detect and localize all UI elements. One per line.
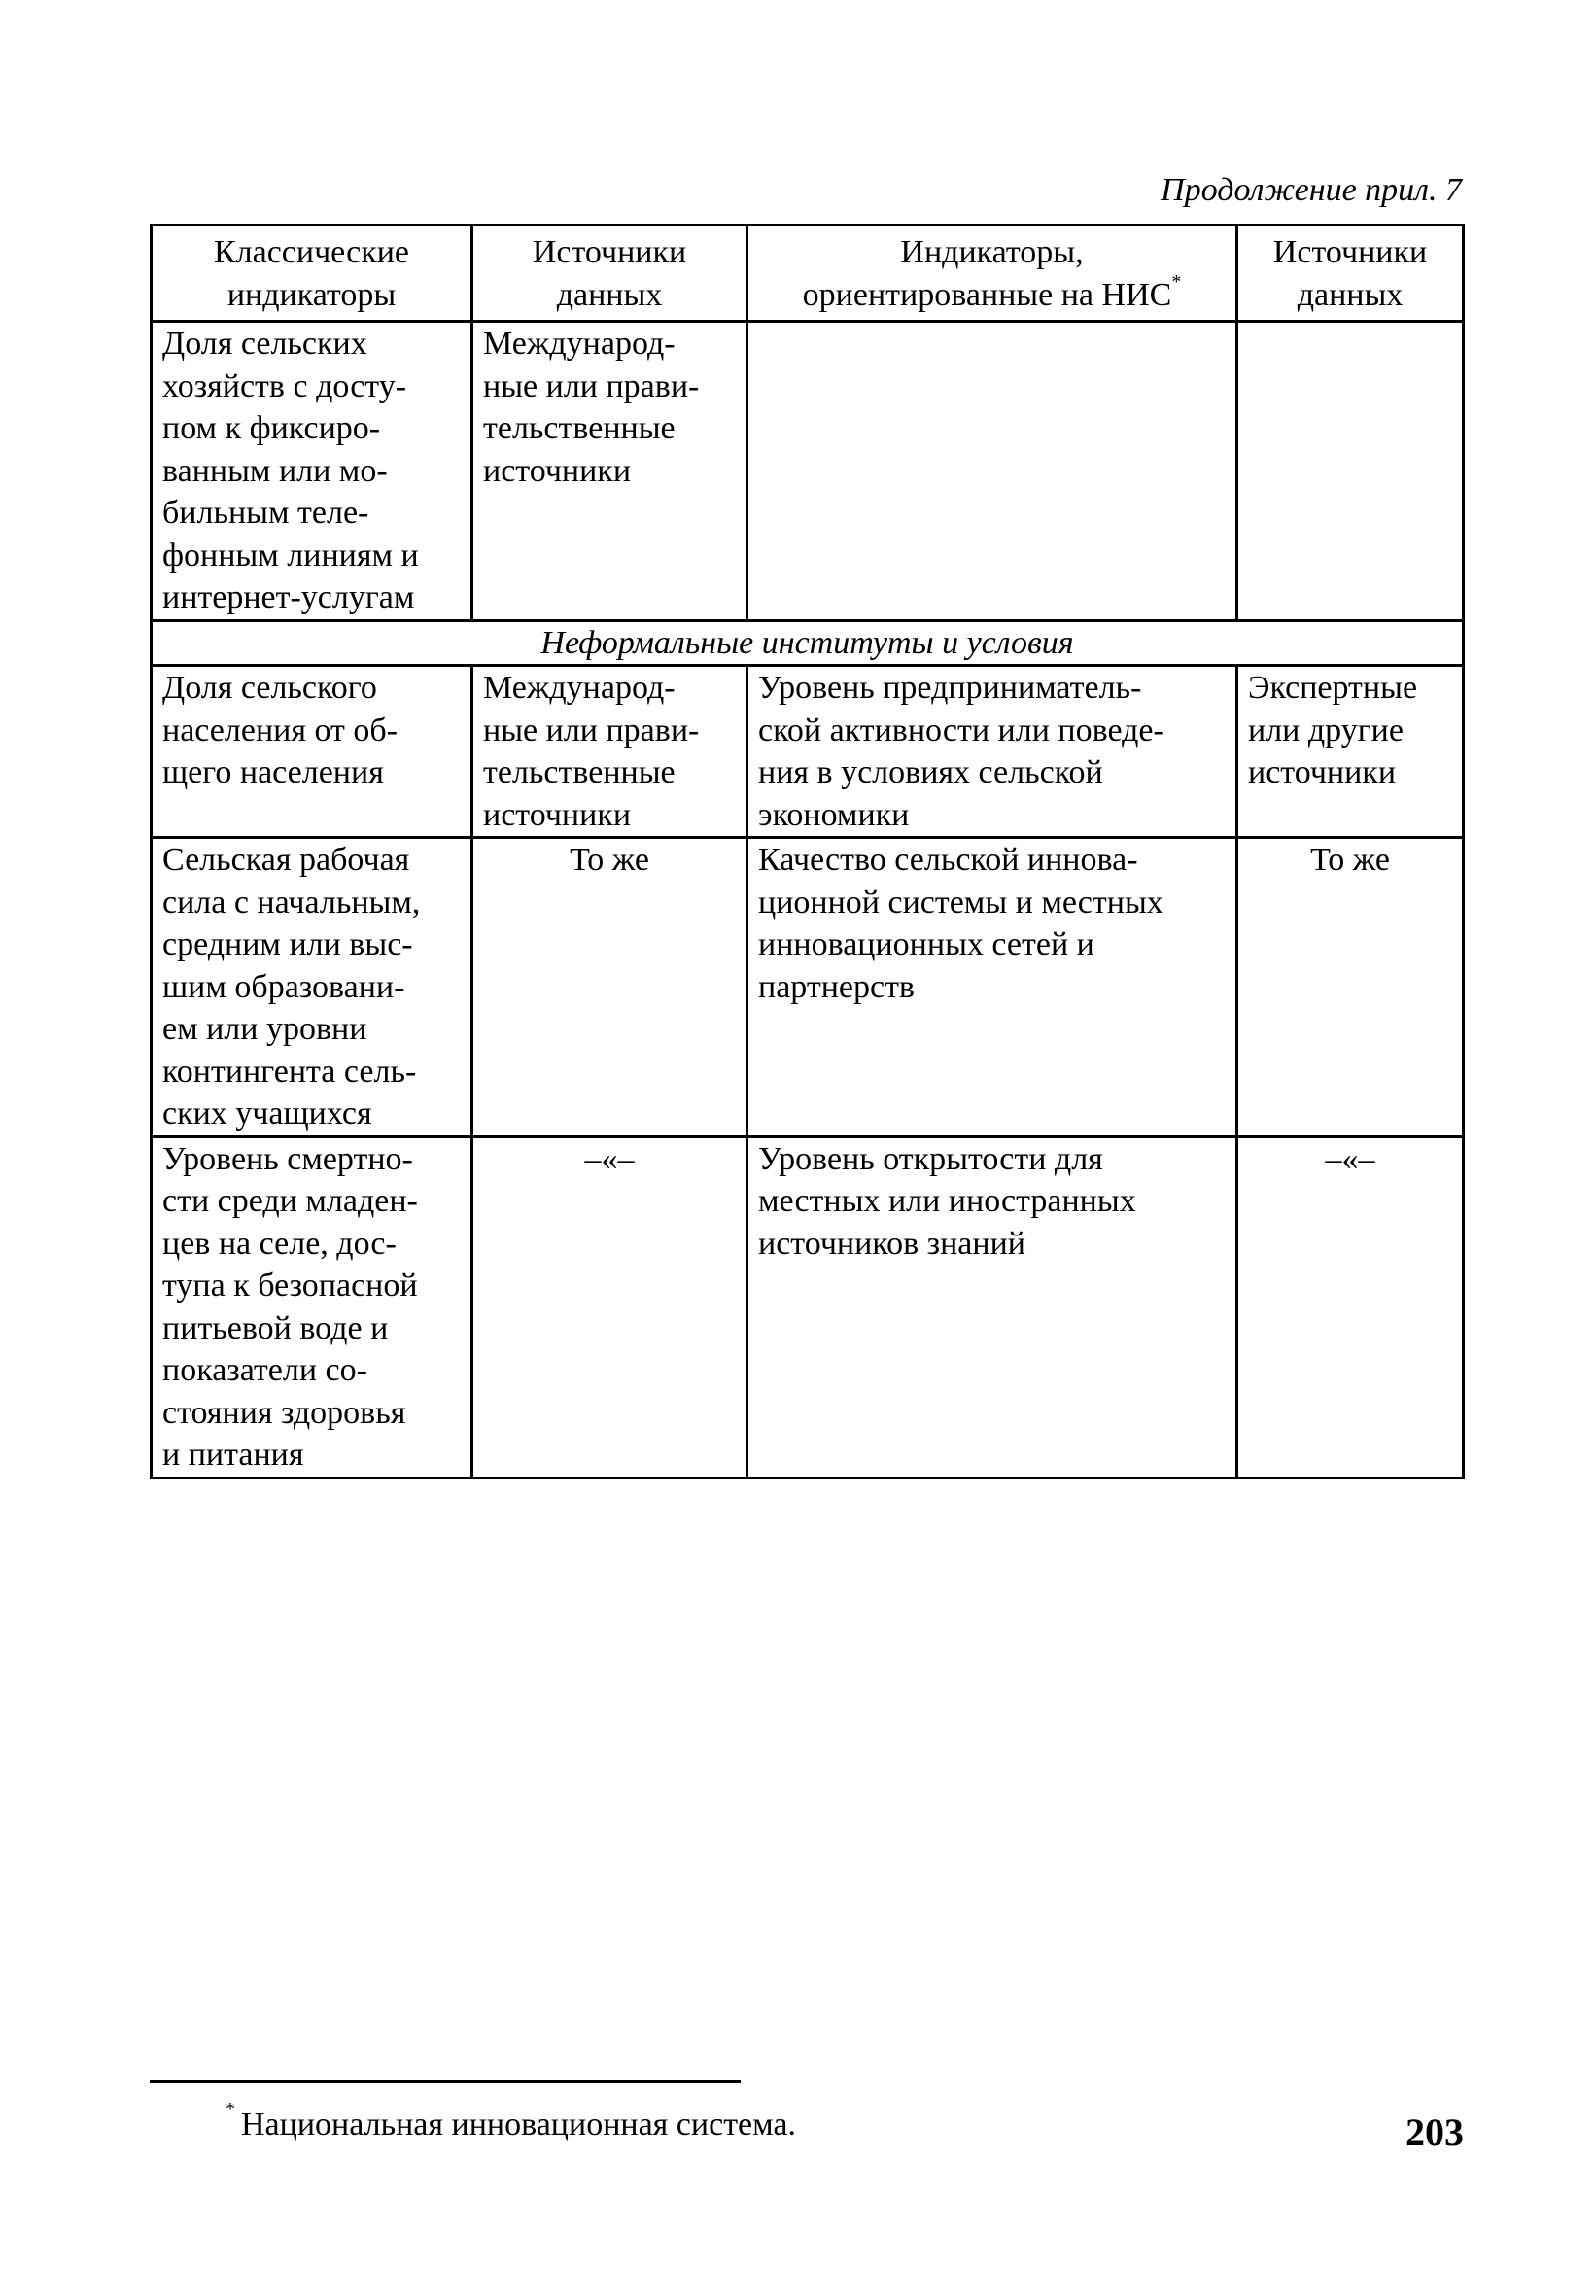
cell-line: источники bbox=[1248, 754, 1397, 790]
table-cell bbox=[152, 838, 472, 1137]
cell-line: ные или прави- bbox=[483, 367, 700, 404]
cell-line: инновационных сетей и bbox=[758, 926, 1094, 962]
table-cell bbox=[472, 838, 747, 1137]
table-cell bbox=[747, 838, 1237, 1137]
footnote-text: Национальная инновационная система. bbox=[241, 2106, 797, 2142]
footnote bbox=[226, 2099, 797, 2144]
cell-line: ванным или мо- bbox=[162, 452, 388, 489]
cell-line: Доля сельского bbox=[162, 670, 377, 706]
cell-line: хозяйств с досту- bbox=[162, 367, 407, 404]
cell-line: экономики bbox=[758, 796, 910, 833]
column-header-classic-indicators: Классические индикаторы bbox=[152, 226, 472, 322]
cell-line: Экспертные bbox=[1248, 670, 1418, 706]
cell-line: Международ- bbox=[483, 670, 676, 706]
cell-line: пом к фиксиро- bbox=[162, 410, 381, 446]
cell-line: ные или прави- bbox=[483, 712, 700, 748]
cell-line: цев на селе, дос- bbox=[162, 1225, 397, 1262]
cell-line: населения от об- bbox=[162, 712, 399, 748]
cell-line: щего населения bbox=[162, 754, 384, 790]
cell-line: и питания bbox=[162, 1437, 304, 1473]
cell-line: ских учащихся bbox=[162, 1096, 372, 1131]
cell-line: контингента сель- bbox=[162, 1053, 417, 1090]
cell-line: ем или уровни bbox=[162, 1011, 367, 1047]
table-cell bbox=[472, 322, 747, 621]
table-cell bbox=[472, 666, 747, 838]
cell-line: или другие bbox=[1248, 712, 1404, 748]
cell-line: –«– bbox=[584, 1140, 635, 1177]
cell-line: тельственные bbox=[483, 410, 676, 446]
cell-line: местных или иностранных bbox=[758, 1183, 1136, 1219]
cell-line: Уровень открытости для bbox=[758, 1140, 1103, 1177]
cell-line: Уровень смертно- bbox=[162, 1140, 413, 1177]
column-header-data-sources-2: Источники данных bbox=[1237, 226, 1464, 322]
cell-line: ционной системы и местных bbox=[758, 884, 1163, 921]
table-cell bbox=[472, 1136, 747, 1478]
table-cell bbox=[152, 322, 472, 621]
table-cell bbox=[747, 1136, 1237, 1478]
cell-line: шим образовани- bbox=[162, 968, 405, 1005]
indicators-table bbox=[150, 224, 1465, 1479]
cell-line: средним или выс- bbox=[162, 926, 413, 962]
cell-line: партнерств bbox=[758, 968, 915, 1005]
section-row bbox=[152, 620, 1464, 666]
cell-line: То же bbox=[1310, 842, 1390, 878]
table-cell bbox=[747, 666, 1237, 838]
cell-line: ния в условиях сельской bbox=[758, 754, 1103, 790]
cell-line: ской активности или поведе- bbox=[758, 712, 1164, 748]
cell-line: Международ- bbox=[483, 326, 676, 362]
table-body bbox=[152, 322, 1464, 1478]
table-row bbox=[152, 666, 1464, 838]
cell-line: Сельская рабочая bbox=[162, 842, 410, 878]
cell-line: Качество сельской иннова- bbox=[758, 842, 1138, 878]
cell-line: Доля сельских bbox=[162, 326, 367, 362]
column-header-data-sources: Источники данных bbox=[472, 226, 747, 322]
table-cell bbox=[1237, 666, 1464, 838]
table-row bbox=[152, 322, 1464, 621]
cell-line: источники bbox=[483, 452, 632, 489]
footnote-divider bbox=[150, 2080, 741, 2083]
cell-line: тупа к безопасной bbox=[162, 1268, 418, 1304]
cell-line: питьевой воде и bbox=[162, 1309, 389, 1346]
cell-line: тельственные bbox=[483, 754, 676, 790]
footnote-marker: * bbox=[1171, 270, 1182, 293]
section-title: Неформальные институты и условия bbox=[152, 620, 1464, 666]
cell-line: фонным линиям и bbox=[162, 537, 419, 574]
cell-line: сила с начальным, bbox=[162, 884, 421, 921]
cell-line: стояния здоровья bbox=[162, 1394, 406, 1431]
continuation-label: Продолжение прил. 7 bbox=[1161, 172, 1462, 208]
table-header-row bbox=[152, 226, 1464, 322]
cell-line: То же bbox=[570, 842, 649, 878]
cell-line: источники bbox=[483, 796, 632, 833]
table-cell bbox=[152, 666, 472, 838]
page-number: 203 bbox=[1405, 2110, 1464, 2154]
table-row bbox=[152, 1136, 1464, 1478]
cell-line: показатели со- bbox=[162, 1352, 367, 1388]
cell-line: –«– bbox=[1325, 1140, 1375, 1177]
cell-line: бильным теле- bbox=[162, 495, 369, 531]
cell-line: Уровень предприниматель- bbox=[758, 670, 1142, 706]
table-cell bbox=[1237, 838, 1464, 1137]
cell-line: интернет-услугам bbox=[162, 579, 415, 615]
cell-line: сти среди младен- bbox=[162, 1183, 418, 1219]
table-cell bbox=[747, 322, 1237, 621]
table-cell bbox=[1237, 1136, 1464, 1478]
table-cell bbox=[1237, 322, 1464, 621]
column-header-nis-indicators: Индикаторы, ориентированные на НИС* bbox=[747, 226, 1237, 322]
table-row bbox=[152, 838, 1464, 1137]
cell-line: источников знаний bbox=[758, 1225, 1025, 1262]
table-cell bbox=[152, 1136, 472, 1478]
footnote-marker: * bbox=[226, 2099, 235, 2120]
